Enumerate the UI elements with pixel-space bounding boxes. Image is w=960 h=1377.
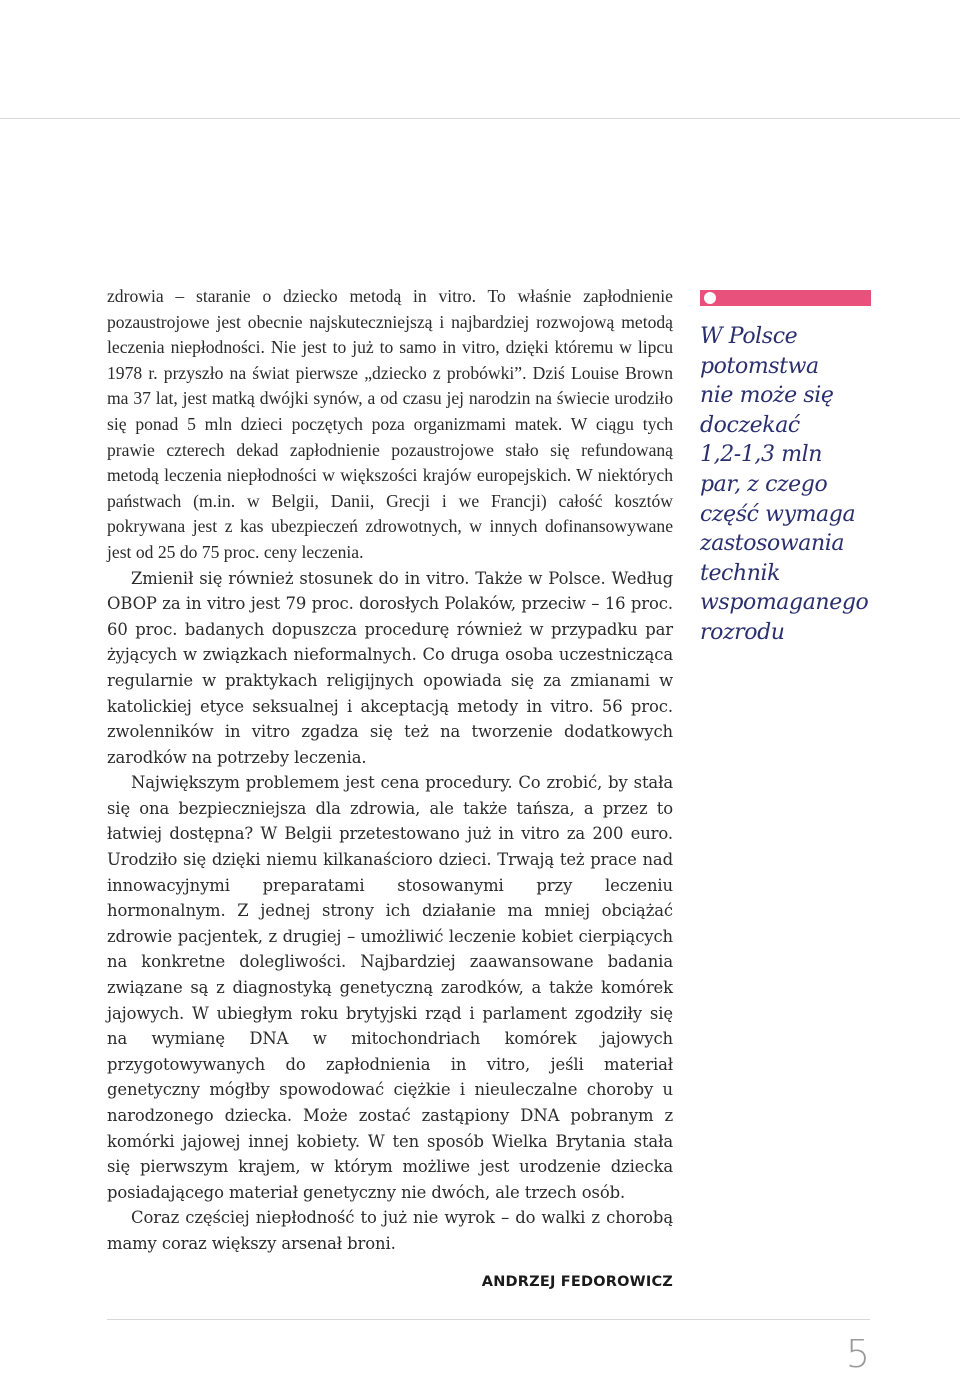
article-body bbox=[107, 284, 673, 1257]
pullquote-line: par, z czego bbox=[700, 471, 828, 497]
pullquote-line: rozrodu bbox=[700, 619, 785, 645]
page-number: 5 bbox=[845, 1332, 870, 1376]
article-paragraph: Zmienił się również stosunek do in vitro. Także w Polsce. Według OBOP za in vitro jest 79 proc. dorosłych Polaków, przeciw – 16 proc. 60 proc. badanych dopuszcza procedurę również w przypadku par żyjących w związkach nieformalnych. Co druga osoba uczestnicząca regularnie w praktykach religijnych opowiada się za zmianami w katolickiej etyce seksualnej i akceptacją metody in vitro. 56 proc. zwolenników in vitro zgadza się też na tworzenie dodatkowych zarodków na potrzeby leczenia. bbox=[107, 568, 673, 767]
top-divider bbox=[0, 118, 960, 119]
article-paragraph: Coraz częściej niepłodność to już nie wyrok – do walki z chorobą mamy coraz większy arsenał broni. bbox=[107, 1208, 673, 1253]
pullquote-line: zastosowania bbox=[700, 531, 845, 557]
circle-bullet-icon bbox=[704, 292, 716, 304]
pullquote bbox=[700, 322, 890, 648]
pullquote-line: 1,2-1,3 mln bbox=[700, 442, 823, 468]
article-author: ANDRZEJ FEDOROWICZ bbox=[481, 1274, 673, 1290]
pullquote-line: wspomaganego bbox=[700, 590, 869, 616]
article-paragraph: Największym problemem jest cena procedury. Co zrobić, by stała się ona bezpieczniejsza dla zdrowia, ale także tańsza, a przez to łatwiej dostępna? W Belgii przetestowano już in vitro za 200 euro. Urodziło się dzięki niemu kilkanaścioro dzieci. Trwają też prace nad innowacyjnymi preparatami stosowanymi przy leczeniu hormonalnym. Z jednej strony ich działanie ma mniej obciążać zdrowie pacjentek, z drugiej – umożliwić leczenie kobiet cierpiących na konkretne dolegliwości. Najbardziej zaawansowane badania związane są z diagnostyką genetyczną zarodków, a także komórek jajowych. W ubiegłym roku brytyjski rząd i parlament zgodziły się na wymianę DNA w mitochondriach komórek jajowych przygotowywanych do zapłodnienia in vitro, jeśli materiał genetyczny mógłby spowodować ciężkie i nieuleczalne choroby u narodzonego dziecka. Może zostać zastąpiony DNA pobranym z komórki jajowej innej kobiety. W ten sposób Wielka Brytania stała się pierwszym krajem, w którym możliwe jest urodzenie dziecka posiadającego materiał genetyczny nie dwóch, ale trzech osób. bbox=[107, 773, 673, 1202]
pullquote-line: potomstwa bbox=[700, 353, 819, 379]
pullquote-line: nie może się bbox=[700, 383, 834, 409]
pullquote-line: W Polsce bbox=[700, 324, 798, 349]
pullquote-line: doczekać bbox=[700, 412, 800, 438]
article-paragraph: zdrowia – staranie o dziecko metodą in vitro. To właśnie zapłodnienie pozaustrojowe jest obecnie najskuteczniejszą i najbardziej rozwojową metodą leczenia niepłodności. Nie jest to już to samo in vitro, dzięki któremu w lipcu 1978 r. przyszło na świat pierwsze „dziecko z probówki”. Dziś Louise Brown ma 37 lat, jest matką dwójki synów, a od czasu jej narodzin na świecie urodziło się ponad 5 mln dzieci poczętych poza organizmami matek. W ciągu tych prawie czterech dekad zapłodnienie pozaustrojowe stało się refundowaną metodą leczenia niepłodności w większości krajów europejskich. W niektórych państwach (m.in. w Belgii, Danii, Grecji i we Francji) całość kosztów pokrywana jest z kas ubezpieczeń zdrowotnych, w innych dofinansowywane jest od 25 do 75 proc. ceny leczenia. bbox=[107, 286, 673, 562]
pullquote-accent-bar bbox=[700, 290, 871, 306]
pullquote-line: część wymaga bbox=[700, 501, 856, 527]
bottom-divider bbox=[107, 1319, 870, 1320]
pullquote-line: technik bbox=[700, 560, 781, 586]
